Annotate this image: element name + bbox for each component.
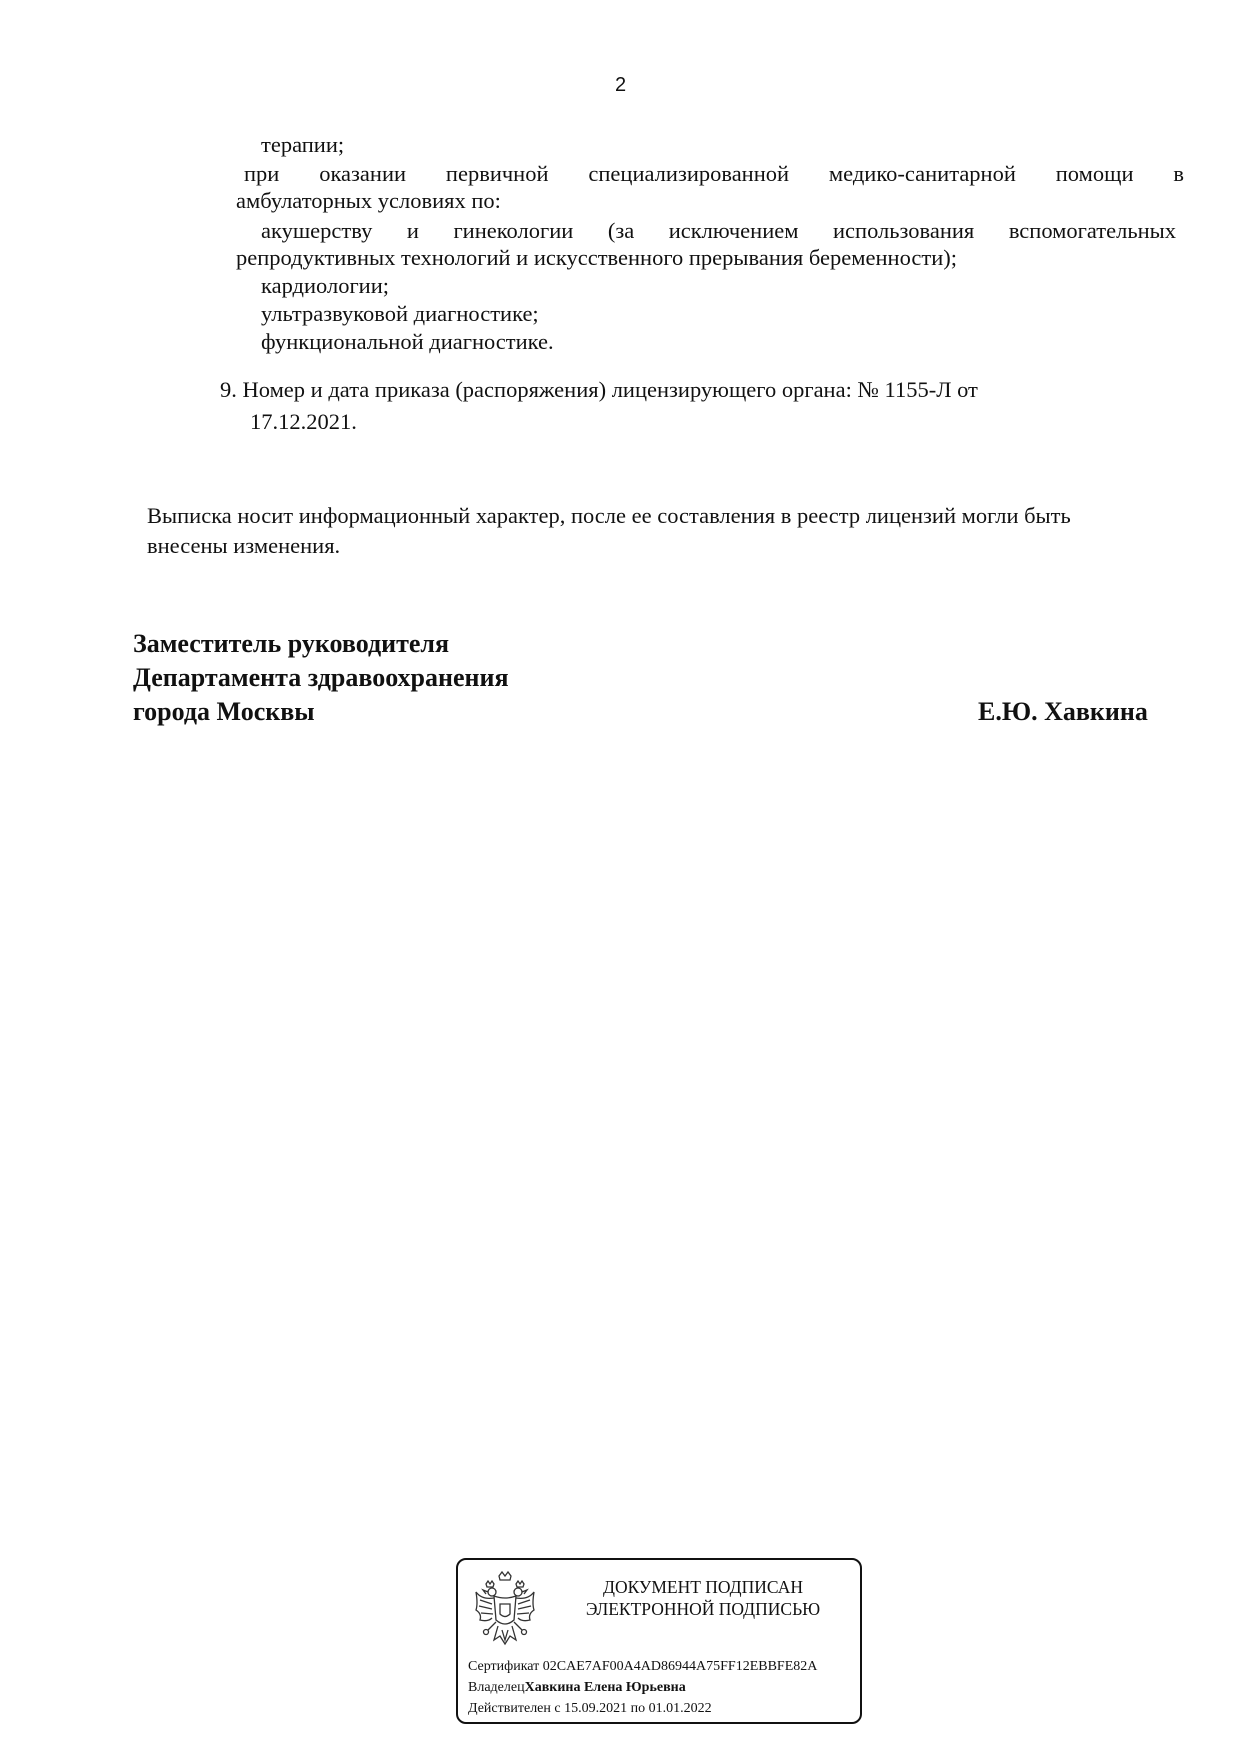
obstetrics-line2: репродуктивных технологий и искусственного прерывания беременности);	[236, 245, 957, 270]
note-line2: внесены изменения.	[147, 533, 341, 558]
signatory-position-line3: города Москвы	[133, 697, 315, 726]
list-item-cardiology: кардиологии;	[261, 273, 390, 298]
stamp-title-line2: ЭЛЕКТРОННОЙ ПОДПИСЬЮ	[585, 1599, 821, 1619]
stamp-title-line1: ДОКУМЕНТ ПОДПИСАН	[603, 1577, 803, 1597]
note-line1: Выписка носит информационный характер, после ее составления в реестр лицензий могли быть	[147, 503, 1071, 528]
stamp-owner	[468, 1679, 686, 1697]
certificate-value: 02CAE7AF00A4AD86944A75FF12EBBFE82A	[542, 1659, 818, 1674]
list-item-ultrasound: ультразвуковой диагностике;	[261, 301, 539, 326]
signatory-name: Е.Ю. Хавкина	[978, 697, 1148, 726]
item9-line2: 17.12.2021.	[250, 409, 357, 434]
list-item-therapy: терапии;	[261, 132, 345, 157]
certificate-label: Сертификат	[468, 1659, 540, 1674]
signatory-position-line1: Заместитель руководителя	[133, 629, 450, 658]
list-item-specialized-care	[236, 160, 1184, 214]
list-item-functional: функциональной диагностике.	[261, 329, 554, 354]
signatory-position	[133, 627, 509, 729]
owner-label: Владелец	[468, 1680, 525, 1695]
page-number: 2	[614, 74, 627, 96]
obstetrics-line1: акушерству и гинекологии (за исключением использования вспомогательных	[261, 218, 1176, 243]
owner-value: Хавкина Елена Юрьевна	[524, 1680, 686, 1695]
specialized-care-line2: амбулаторных условиях по:	[236, 188, 501, 213]
stamp-certificate	[468, 1658, 817, 1676]
electronic-signature-stamp	[456, 1558, 862, 1724]
item9-line1: 9. Номер и дата приказа (распоряжения) лицензирующего органа: № 1155-Л от	[220, 377, 978, 402]
double-headed-eagle-icon	[472, 1570, 538, 1650]
specialized-care-line1: при оказании первичной специализированной медико-санитарной помощи в	[244, 161, 1184, 186]
list-item-obstetrics	[236, 217, 1176, 271]
stamp-title	[558, 1576, 848, 1620]
signatory-position-line2: Департамента здравоохранения	[133, 663, 509, 692]
stamp-validity: Действителен с 15.09.2021 по 01.01.2022	[468, 1701, 712, 1716]
